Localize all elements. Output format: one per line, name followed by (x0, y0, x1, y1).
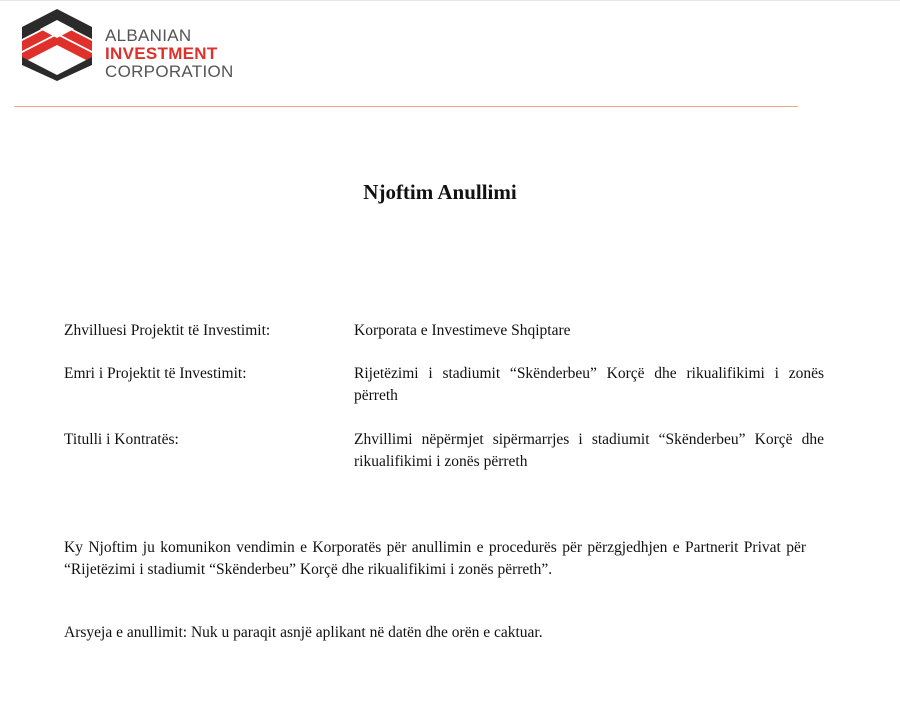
logo-mark-icon (18, 5, 96, 81)
logo-line-corporation: CORPORATION (105, 62, 234, 81)
logo-wordmark (105, 27, 234, 81)
field-label: Emri i Projektit të Investimit: (64, 365, 247, 382)
company-logo (18, 5, 258, 83)
notice-paragraph: Ky Njoftim ju komunikon vendimin e Korporatës për anullimin e procedurës për përzgjedhjen e Partnerit Privat për “Rijetëzimi i stadiumit “Skënderbeu” Korçë dhe rikualifikimi i zonës përreth”. (64, 539, 806, 578)
header-divider (14, 106, 798, 107)
field-value: Zhvillimi nëpërmjet sipërmarrjes i stadiumit “Skënderbeu” Korçë dhe rikualifikimi i zonës përreth (354, 431, 824, 470)
top-border (0, 0, 900, 1)
logo-line-investment: INVESTMENT (105, 44, 218, 63)
cancellation-reason: Arsyeja e anullimit: Nuk u paraqit asnjë aplikant në datën dhe orën e caktuar. (64, 624, 543, 641)
field-value: Korporata e Investimeve Shqiptare (354, 322, 571, 339)
field-value: Rijetëzimi i stadiumit “Skënderbeu” Korçë dhe rikualifikimi i zonës përreth (354, 365, 824, 404)
logo-line-albanian: ALBANIAN (105, 26, 192, 45)
field-label: Titulli i Kontratës: (64, 431, 179, 448)
field-label: Zhvilluesi Projektit të Investimit: (64, 322, 271, 339)
document-title: Njoftim Anullimi (363, 180, 517, 204)
